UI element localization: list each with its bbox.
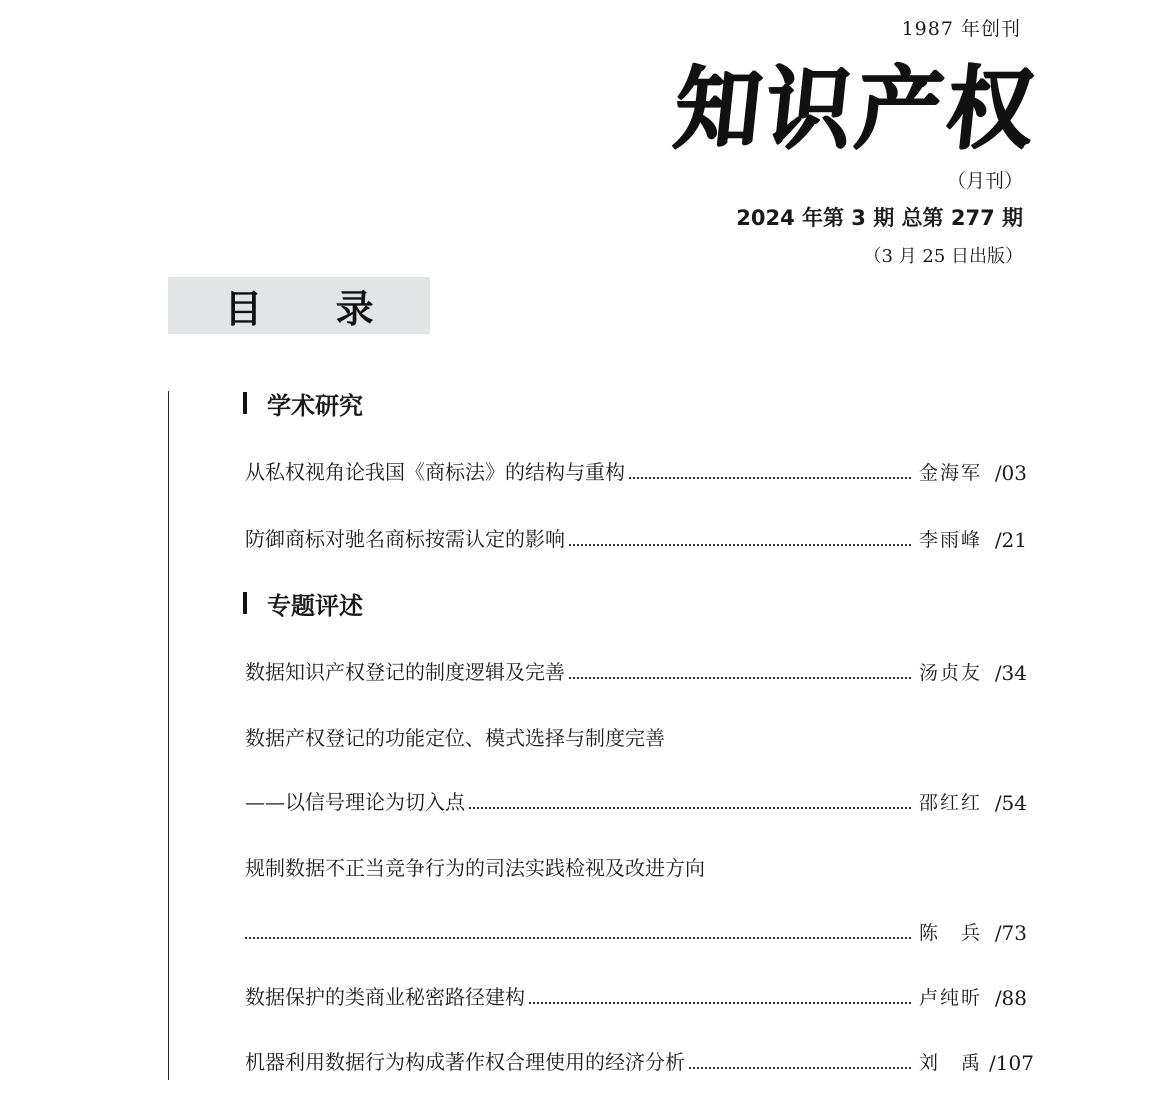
- entry-title: 机器利用数据行为构成著作权合理使用的经济分析: [245, 1050, 685, 1074]
- entry-page: /03: [994, 461, 1027, 485]
- toc-title-box: [168, 277, 430, 334]
- toc-entry[interactable]: [245, 522, 1027, 552]
- toc-entry[interactable]: [245, 915, 1027, 945]
- entry-author: 金海军: [919, 462, 983, 484]
- entry-page: /54: [994, 791, 1027, 815]
- entry-title: 防御商标对驰名商标按需认定的影响: [245, 527, 565, 551]
- entry-author: 卢纯昕: [919, 987, 983, 1009]
- toc-title: 目 录: [224, 287, 404, 331]
- entry-title: 数据保护的类商业秘密路径建构: [245, 985, 525, 1009]
- section-label: 学术研究: [267, 391, 363, 420]
- leader-dots: [569, 677, 911, 679]
- frequency-note: （月刊）: [946, 170, 1023, 192]
- entry-author: 李雨峰: [919, 529, 983, 551]
- toc-entry[interactable]: [245, 1045, 1034, 1075]
- entry-author: 邵红红: [919, 792, 983, 814]
- toc-entry[interactable]: [245, 980, 1027, 1010]
- logo-char: 识: [760, 55, 858, 162]
- leader-dots: [529, 1002, 911, 1004]
- journal-logo: [669, 48, 1039, 162]
- section-heading: [243, 589, 363, 620]
- section-marker: [243, 592, 247, 614]
- section-label: 专题评述: [267, 591, 363, 620]
- toc-entry[interactable]: [245, 655, 1027, 685]
- leader-dots: [629, 477, 911, 479]
- leader-dots: [689, 1067, 911, 1069]
- founded-note: 1987 年创刊: [901, 18, 1021, 40]
- leader-dots: [569, 544, 911, 546]
- toc-entry[interactable]: [245, 455, 1027, 485]
- entry-title: 从私权视角论我国《商标法》的结构与重构: [245, 460, 625, 484]
- entry-page: /34: [994, 661, 1027, 685]
- entry-title-line[interactable]: 数据产权登记的功能定位、模式选择与制度完善: [245, 726, 665, 750]
- entry-subtitle: ——以信号理论为切入点: [245, 790, 465, 814]
- toc-entry[interactable]: [245, 785, 1027, 815]
- entry-author: 陈 兵: [919, 922, 983, 944]
- entry-page: /88: [994, 986, 1027, 1010]
- leader-dots: [245, 937, 911, 939]
- section-marker: [243, 392, 247, 414]
- issue-number: 2024 年第 3 期 总第 277 期: [736, 206, 1023, 230]
- logo-char: 权: [941, 55, 1039, 162]
- publication-date: （3 月 25 日出版）: [863, 246, 1023, 267]
- entry-author: 刘 禹: [919, 1052, 983, 1074]
- logo-char: 产: [850, 55, 949, 162]
- entry-page: /107: [989, 1051, 1034, 1075]
- entry-page: /21: [994, 528, 1027, 552]
- entry-author: 汤贞友: [919, 662, 983, 684]
- entry-title-line[interactable]: 规制数据不正当竞争行为的司法实践检视及改进方向: [245, 856, 705, 880]
- section-heading: [243, 389, 363, 420]
- margin-rule: [168, 391, 169, 1080]
- entry-title: 数据知识产权登记的制度逻辑及完善: [245, 660, 565, 684]
- leader-dots: [469, 807, 911, 809]
- entry-page: /73: [994, 921, 1027, 945]
- logo-char: 知: [669, 55, 767, 162]
